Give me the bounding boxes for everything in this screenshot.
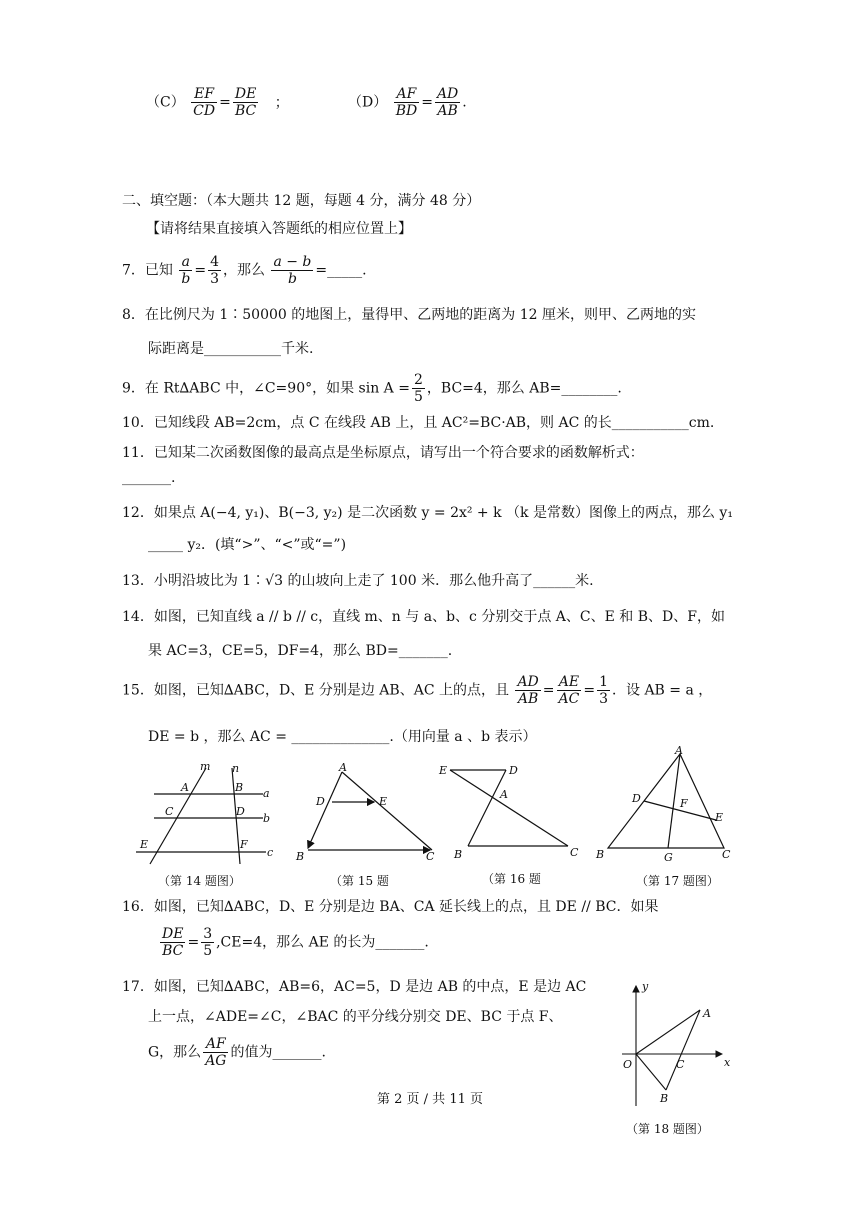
question-17-line2: 上一点，∠ADE=∠C，∠BAC 的平分线分别交 DE、BC 于点 F、 (148, 1009, 563, 1025)
figure-16 (438, 760, 588, 870)
fraction: $\frac{AF}{BD}$ (395, 86, 418, 120)
label-B: B (235, 781, 244, 794)
label-G: G (664, 851, 673, 864)
label-A: A (339, 761, 347, 774)
option-d: （D） $\frac{AF}{BD}$ = $\frac{AD}{AB}$ . (348, 86, 467, 120)
label-A: A (500, 788, 508, 801)
label-A: A (675, 744, 683, 757)
page-footer: 第 2 页 / 共 11 页 (377, 1092, 483, 1107)
label-D: D (316, 795, 325, 808)
caption-fig14: （第 14 题图） (158, 874, 241, 888)
question-9: 9．在 Rt∆ABC 中，∠C=90°，如果 sin A = $\frac{2}{5}$ ，BC=4，那么 AB=________. (122, 372, 622, 406)
question-12-line2: _____ y₂．(填“>”、“<”或“=”) (148, 537, 347, 553)
caption-fig15: （第 15 题 (330, 874, 389, 888)
fraction: $\frac{a - b}{b}$ (273, 254, 312, 288)
fraction: $\frac{3}{5}$ (203, 926, 213, 960)
label-E: E (715, 811, 724, 824)
label-B: B (596, 848, 605, 861)
label-F: F (240, 838, 248, 851)
label-c: c (267, 846, 274, 859)
label-C: C (165, 805, 174, 818)
question-15-line1: 15．如图，已知∆ABC，D、E 分别是边 AB、AC 上的点，且 $\frac{AD}{AB}$ = $\frac{AE}{AC}$ = $\frac{1}{3}$ ．设 AB = a ， (122, 674, 713, 708)
fraction: $\frac{4}{3}$ (210, 254, 219, 288)
caption-fig16: （第 16 题 (482, 872, 541, 886)
label-A: A (181, 781, 189, 794)
label-F: F (680, 797, 688, 810)
question-14-line2: 果 AC=3，CE=5，DF=4，那么 BD=_______. (148, 643, 453, 659)
fraction: $\frac{EF}{CD}$ (193, 86, 216, 120)
question-12-line1: 12．如果点 A(−4, y₁)、B(−3, y₂) 是二次函数 y = 2x² + k （k 是常数）图像上的两点，那么 y₁ (122, 505, 733, 521)
label-x: x (724, 1056, 731, 1069)
fraction: $\frac{DE}{BC}$ (234, 86, 257, 120)
section-heading: 二、填空题：（本大题共 12 题，每题 4 分，满分 48 分） (122, 193, 481, 209)
label-y: y (642, 980, 649, 993)
question-11-line1: 11．已知某二次函数图像的最高点是坐标原点，请写出一个符合要求的函数解析式： (122, 445, 644, 461)
figure-15 (292, 760, 442, 870)
label-E: E (140, 838, 149, 851)
label-A: A (703, 1007, 711, 1020)
fraction: $\frac{AF}{AG}$ (205, 1036, 227, 1070)
label-C: C (426, 850, 435, 863)
label-D: D (509, 764, 518, 777)
figure-17 (594, 744, 744, 870)
fraction: $\frac{AD}{AB}$ (436, 86, 459, 120)
caption-fig17: （第 17 题图） (636, 874, 719, 888)
question-16-line1: 16．如图，已知∆ABC，D、E 分别是边 BA、CA 延长线上的点，且 DE // BC．如果 (122, 899, 659, 915)
section-instruction: 【请将结果直接填入答题纸的相应位置上】 (146, 221, 412, 237)
fraction: $\frac{2}{5}$ (413, 372, 423, 406)
question-10: 10．已知线段 AB=2cm，点 C 在线段 AB 上，且 AC²=BC·AB，则 AC 的长___________cm. (122, 415, 715, 431)
question-11-line2: _______. (122, 470, 176, 486)
question-16-line2: $\frac{DE}{BC}$ = $\frac{3}{5}$ ,CE=4，那么 AE 的长为_______. (162, 926, 429, 960)
question-17-line3: G，那么 $\frac{AF}{AG}$ 的值为_______. (148, 1036, 326, 1070)
label-a: a (263, 787, 270, 800)
question-13: 13．小明沿坡比为 1∶√3 的山坡向上走了 100 米．那么他升高了______米. (122, 573, 594, 589)
label-C: C (722, 848, 731, 861)
label-n: n (232, 762, 240, 775)
question-8-line2: 际距离是___________千米. (148, 341, 314, 357)
label-E: E (439, 764, 448, 777)
question-8-line1: 8．在比例尺为 1∶50000 的地图上，量得甲、乙两地的距离为 12 厘米，则甲、乙两地的实 (122, 307, 696, 323)
fraction: $\frac{AE}{AC}$ (558, 674, 580, 708)
question-7: 7．已知 $\frac{a}{b}$ = $\frac{4}{3}$ ，那么 $\frac{a - b}{b}$ =_____. (122, 254, 367, 288)
figure-14 (128, 760, 288, 870)
question-15-line2: DE = b ，那么 AC = ______________.（用向量 a 、b 表示） (148, 729, 537, 745)
label-m: m (200, 760, 211, 773)
caption-fig18: （第 18 题图） (626, 1122, 709, 1136)
label-b: b (263, 812, 271, 825)
label-O: O (623, 1058, 633, 1071)
question-14-line1: 14．如图，已知直线 a // b // c，直线 m、n 与 a、b、c 分别交于点 A、C、E 和 B、D、F，如 (122, 609, 725, 625)
label-B: B (296, 850, 305, 863)
fraction: $\frac{AD}{AB}$ (517, 674, 539, 708)
fraction: $\frac{a}{b}$ (181, 254, 191, 288)
label-D: D (236, 805, 245, 818)
option-c: （C） $\frac{EF}{CD}$ = $\frac{DE}{BC}$ ； (146, 86, 289, 120)
label-D: D (632, 792, 641, 805)
question-17-line1: 17．如图，已知∆ABC，AB=6，AC=5，D 是边 AB 的中点，E 是边 AC (122, 979, 587, 995)
label-B: B (660, 1092, 669, 1105)
label-B: B (454, 848, 463, 861)
fraction: $\frac{DE}{BC}$ (162, 926, 184, 960)
fraction: $\frac{1}{3}$ (599, 674, 608, 708)
label-C: C (570, 846, 579, 859)
label-C: C (676, 1058, 685, 1071)
label-E: E (379, 795, 388, 808)
